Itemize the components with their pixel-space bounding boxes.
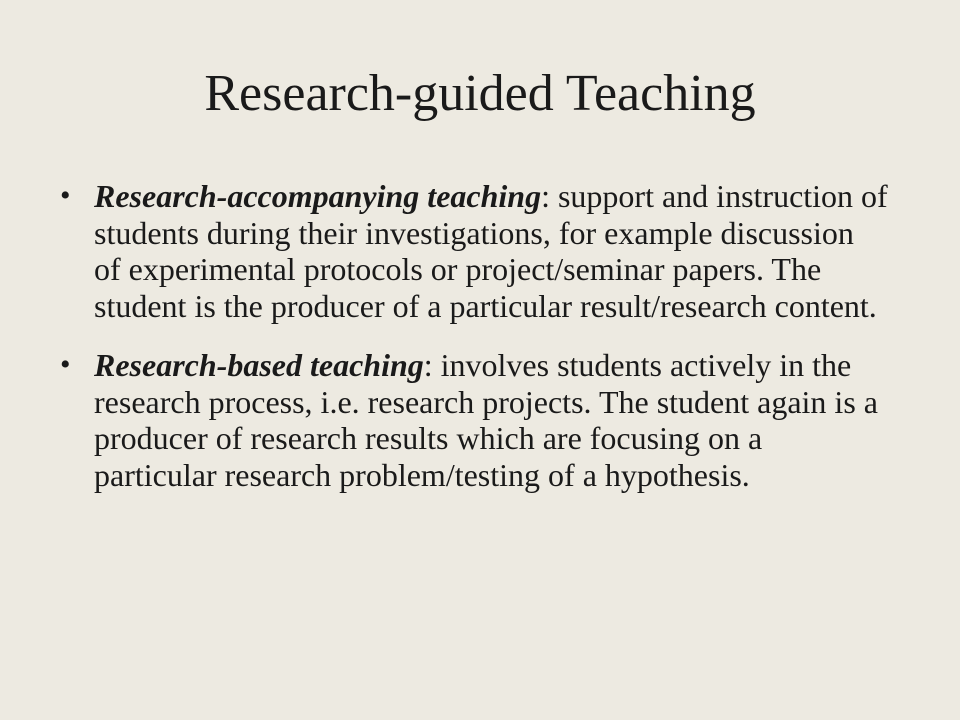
bullet-list (58, 178, 888, 516)
bullet-item-research-accompanying (58, 178, 888, 324)
bullet-term: Research-accompanying teaching (94, 178, 542, 214)
bullet-separator: : (423, 347, 433, 383)
bullet-item-research-based (58, 347, 888, 493)
bullet-dot-icon: • (60, 179, 71, 212)
bullet-separator: : (541, 178, 550, 214)
bullet-term: Research-based teaching (94, 347, 424, 383)
bullet-dot-icon: • (60, 348, 71, 381)
slide-title: Research-guided Teaching (204, 65, 756, 122)
bullet-text: support and instruction of students during their investigations, for example discussion of experimental protocols or project/seminar papers. The student is the producer of a particular result/research content. (94, 178, 888, 324)
bullet-text: involves students actively in the research process, i.e. research projects. The student again is a producer of research results which are focusing on a particular research problem/testing of a hypothesis. (94, 347, 878, 493)
